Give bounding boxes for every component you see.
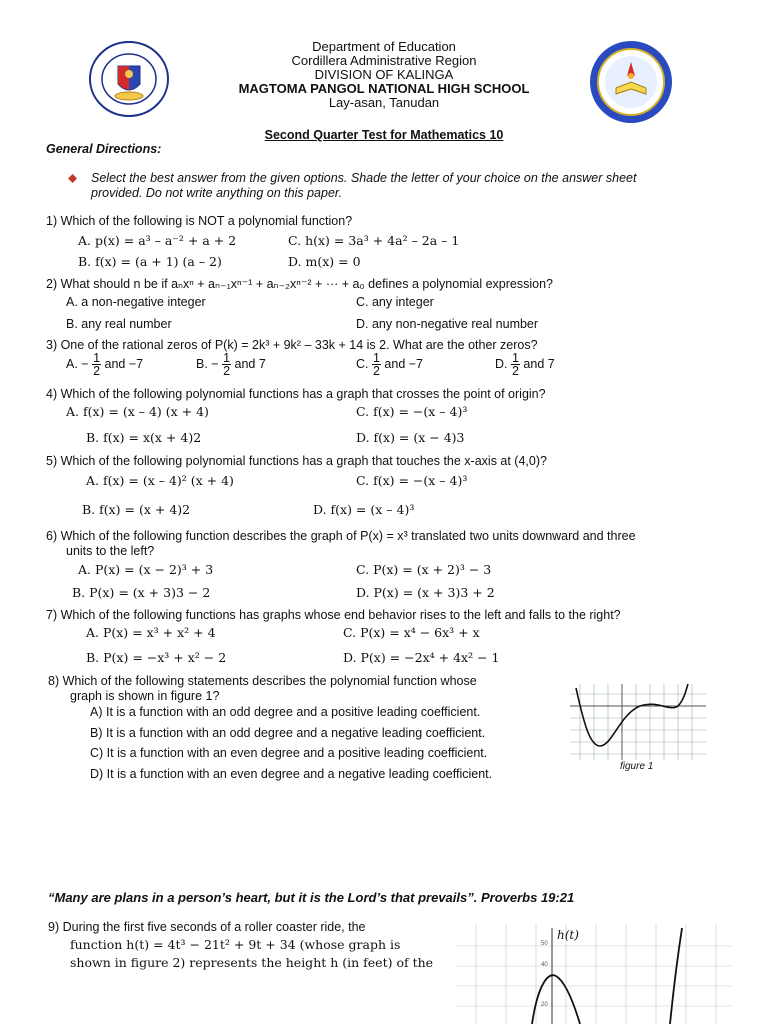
figure-1-caption: figure 1 [620, 761, 654, 772]
q2-option-d[interactable]: D. any non-negative real number [356, 317, 539, 331]
bullet-icon: ⬥ [68, 170, 78, 185]
header-region: Cordillera Administrative Region [291, 53, 477, 68]
q6-stem-line-2: units to the left? [66, 544, 155, 558]
q7-option-d[interactable]: D. P(x) = −2x⁴ + 4x² − 1 [343, 650, 500, 665]
q2-stem: 2) What should n be if aₙxⁿ + aₙ₋₁xⁿ⁻¹ + aₙ₋₂xⁿ⁻² + ··· + a₀ defines a polynomial expression? [46, 277, 553, 291]
q3-c-fraction: $\frac{1}{2}$ [372, 351, 380, 378]
q3-stem: 3) One of the rational zeros of P(k) = 2k³ + 9k² – 33k + 14 is 2. What are the other zeros? [46, 338, 538, 352]
q1-option-d[interactable]: D. m(x) = 0 [288, 254, 361, 269]
figure-2-tick-40: 40 [541, 962, 548, 968]
q4-option-a[interactable]: A. f(x) = (x – 4) (x + 4) [66, 404, 209, 419]
q3-c-label: C. [356, 356, 369, 371]
figure-2-tick-20: 20 [541, 1002, 548, 1008]
q3-b-rest: and 7 [234, 356, 266, 371]
q6-option-a[interactable]: A. P(x) = (x − 2)³ + 3 [78, 562, 214, 577]
q5-option-d[interactable]: D. f(x) = (x – 4)³ [313, 502, 415, 517]
q3-option-a[interactable] [66, 352, 143, 377]
header-department: Department of Education [312, 39, 456, 54]
q3-a-label: A. − [66, 356, 89, 371]
directions-heading: General Directions: [46, 142, 162, 156]
q2-option-a[interactable]: A. a non-negative integer [66, 295, 206, 309]
q9-line-3: shown in figure 2) represents the height h (in feet) of the [70, 955, 434, 970]
directions-line-2: provided. Do not write anything on this paper. [91, 186, 343, 200]
bible-quote: “Many are plans in a person’s heart, but it is the Lord’s that prevails”. Proverbs 19:21 [48, 890, 575, 905]
q1-stem: 1) Which of the following is NOT a polynomial function? [46, 214, 353, 228]
q9-line-2: function h(t) = 4t³ − 21t² + 9t + 34 (whose graph is [70, 937, 401, 952]
q6-option-d[interactable]: D. P(x) = (x + 3)3 + 2 [356, 585, 495, 600]
q8-stem-line-1: 8) Which of the following statements describes the polynomial function whose [48, 674, 477, 688]
q4-option-b[interactable]: B. f(x) = x(x + 4)2 [86, 430, 202, 445]
q8-option-a[interactable]: A) It is a function with an odd degree and a positive leading coefficient. [90, 705, 481, 719]
q3-a-rest: and −7 [104, 356, 144, 371]
q3-option-c[interactable] [356, 352, 423, 377]
q5-option-a[interactable]: A. f(x) = (x – 4)² (x + 4) [86, 473, 234, 488]
q6-option-b[interactable]: B. P(x) = (x + 3)3 − 2 [72, 585, 211, 600]
q3-d-fraction: $\frac{1}{2}$ [511, 351, 519, 378]
q5-option-c[interactable]: C. f(x) = −(x – 4)³ [356, 473, 468, 488]
q8-option-b[interactable]: B) It is a function with an odd degree and a negative leading coefficient. [90, 726, 486, 740]
q8-stem-line-2: graph is shown in figure 1? [70, 689, 220, 703]
q5-stem: 5) Which of the following polynomial functions has a graph that touches the x-axis at (4,0)? [46, 454, 547, 468]
test-title: Second Quarter Test for Mathematics 10 [264, 128, 504, 142]
header-school: MAGTOMA PANGOL NATIONAL HIGH SCHOOL [238, 81, 530, 96]
q1-option-c[interactable]: C. h(x) = 3a³ + 4a² – 2a – 1 [288, 233, 460, 248]
header-address: Lay-asan, Tanudan [328, 95, 440, 110]
figure-2-axis-label: h(t) [557, 928, 579, 942]
q3-option-b[interactable] [196, 352, 266, 377]
header-division: DIVISION OF KALINGA [314, 67, 454, 82]
q3-c-rest: and −7 [384, 356, 424, 371]
q7-option-a[interactable]: A. P(x) = x³ + x² + 4 [86, 625, 216, 640]
figure-1-graph [570, 684, 706, 760]
q3-a-fraction: $\frac{1}{2}$ [93, 351, 101, 378]
q7-option-b[interactable]: B. P(x) = −x³ + x² − 2 [86, 650, 227, 665]
q1-option-b[interactable]: B. f(x) = (a + 1) (a – 2) [78, 254, 222, 269]
q2-option-b[interactable]: B. any real number [66, 317, 172, 331]
q6-option-c[interactable]: C. P(x) = (x + 2)³ − 3 [356, 562, 492, 577]
q3-b-label: B. − [196, 356, 219, 371]
q9-line-1: 9) During the first five seconds of a roller coaster ride, the [48, 920, 366, 934]
q7-stem: 7) Which of the following functions has graphs whose end behavior rises to the left and falls to the right? [46, 608, 621, 622]
q7-option-c[interactable]: C. P(x) = x⁴ − 6x³ + x [343, 625, 480, 640]
q4-option-d[interactable]: D. f(x) = (x − 4)3 [356, 430, 465, 445]
figure-2-graph [456, 924, 732, 1024]
directions-line-1: Select the best answer from the given options. Shade the letter of your choice on the answer sheet [91, 171, 637, 185]
q4-stem: 4) Which of the following polynomial functions has a graph that crosses the point of origin? [46, 387, 546, 401]
q2-option-c[interactable]: C. any integer [356, 295, 434, 309]
q8-option-d[interactable]: D) It is a function with an even degree and a negative leading coefficient. [90, 767, 493, 781]
q3-d-rest: and 7 [523, 356, 555, 371]
q1-option-a[interactable]: A. p(x) = a³ – a⁻² + a + 2 [78, 233, 237, 248]
q8-option-c[interactable]: C) It is a function with an even degree and a positive leading coefficient. [90, 746, 488, 760]
q5-option-b[interactable]: B. f(x) = (x + 4)2 [82, 502, 191, 517]
q4-option-c[interactable]: C. f(x) = −(x – 4)³ [356, 404, 468, 419]
q3-d-label: D. [495, 356, 508, 371]
q3-option-d[interactable] [495, 352, 555, 377]
q3-b-fraction: $\frac{1}{2}$ [223, 351, 231, 378]
figure-2-tick-50: 50 [541, 941, 548, 947]
q6-stem-line-1: 6) Which of the following function describes the graph of P(x) = x³ translated two units downward and three [46, 529, 636, 543]
